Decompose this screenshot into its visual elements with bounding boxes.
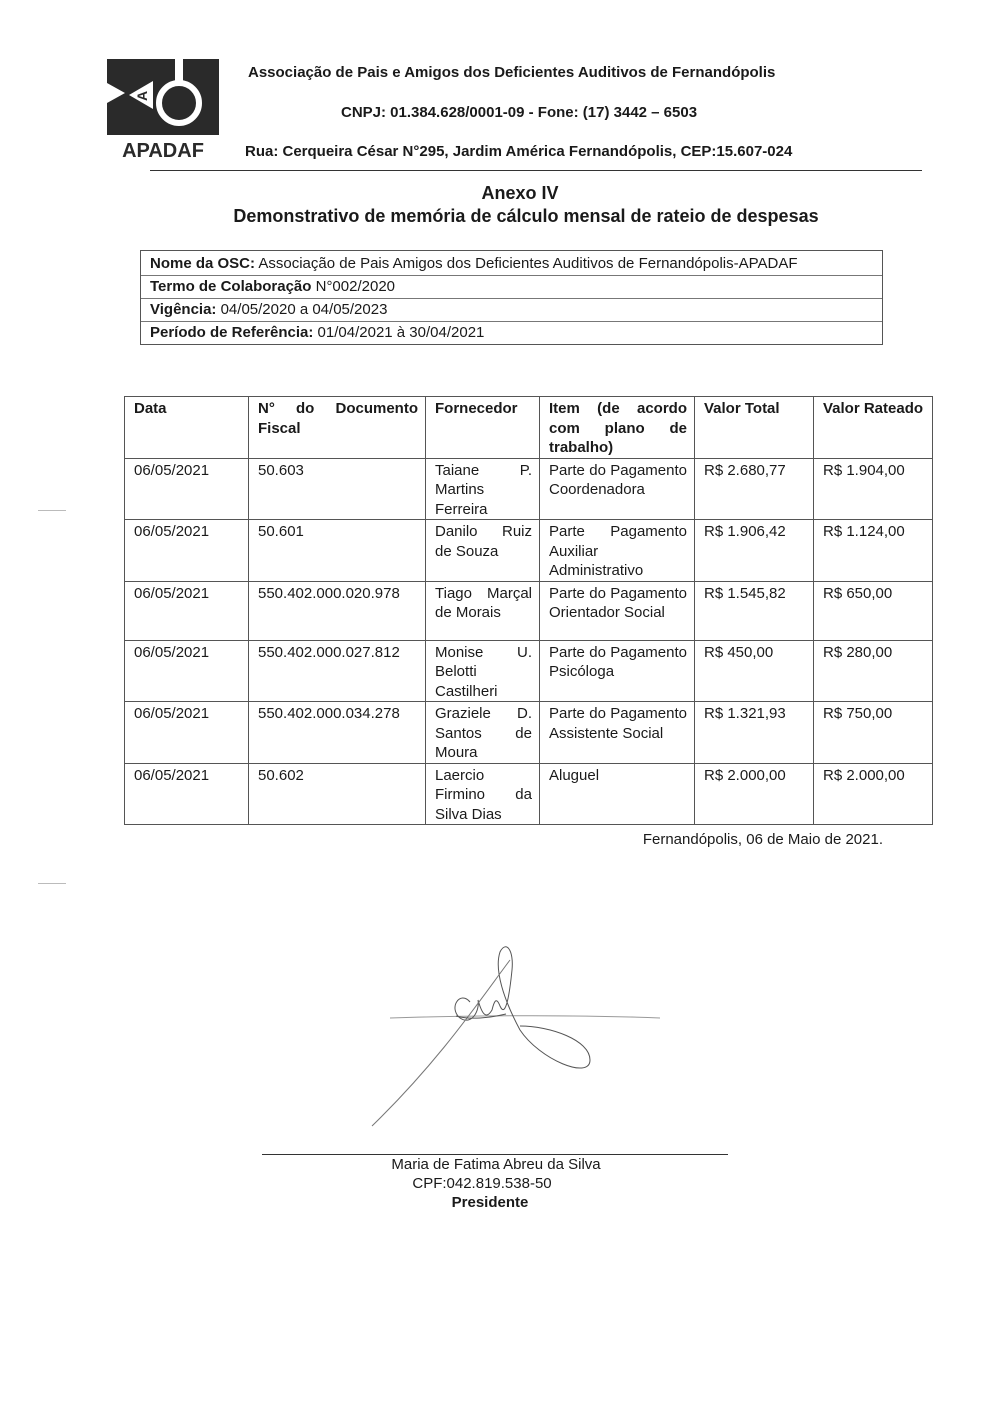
osc-name-row: Nome da OSC: Associação de Pais Amigos dos Deficientes Auditivos de Fernandópolis-APADAF	[150, 255, 798, 272]
place-date: Fernandópolis, 06 de Maio de 2021.	[642, 831, 883, 848]
table-header-row	[125, 397, 933, 459]
col-header-item: Item (de acordo com plano de trabalho)	[540, 397, 695, 459]
cell-data: 06/05/2021	[125, 702, 249, 764]
signer-role: Presidente	[451, 1194, 529, 1211]
cell-documento: 550.402.000.034.278	[249, 702, 426, 764]
table-row	[125, 458, 933, 520]
cell-item: Parte do Pagamento Orientador Social	[540, 581, 695, 640]
cell-documento: 550.402.000.020.978	[249, 581, 426, 640]
cell-fornecedor: Tiago Marçal de Morais	[426, 581, 540, 640]
col-header-valor-total: Valor Total	[695, 397, 814, 459]
cell-valor-total: R$ 2.680,77	[695, 458, 814, 520]
header-divider	[150, 170, 922, 171]
signer-name: Maria de Fatima Abreu da Silva	[391, 1156, 601, 1173]
cell-data: 06/05/2021	[125, 520, 249, 582]
cell-item: Parte do Pagamento Coordenadora	[540, 458, 695, 520]
cell-documento: 50.602	[249, 763, 426, 825]
apadaf-logo	[103, 57, 223, 161]
cell-item: Parte do Pagamento Assistente Social	[540, 702, 695, 764]
cell-fornecedor: Monise U. Belotti Castilheri	[426, 640, 540, 702]
osc-info-box	[140, 250, 883, 345]
table-row	[125, 520, 933, 582]
cell-documento: 550.402.000.027.812	[249, 640, 426, 702]
cell-valor-rateado: R$ 750,00	[814, 702, 933, 764]
cell-data: 06/05/2021	[125, 458, 249, 520]
col-header-data: Data	[125, 397, 249, 459]
signer-cpf: CPF:042.819.538-50	[412, 1175, 552, 1192]
svg-text:A: A	[134, 90, 150, 101]
cell-item: Aluguel	[540, 763, 695, 825]
scan-mark	[38, 510, 66, 511]
cell-item: Parte Pagamento Auxiliar Administrativo	[540, 520, 695, 582]
periodo-row: Período de Referência: 01/04/2021 à 30/04/2021	[141, 321, 882, 344]
cell-data: 06/05/2021	[125, 763, 249, 825]
org-cnpj-phone: CNPJ: 01.384.628/0001-09 - Fone: (17) 3442 – 6503	[341, 104, 698, 121]
cell-valor-rateado: R$ 650,00	[814, 581, 933, 640]
org-address: Rua: Cerqueira César N°295, Jardim América Fernandópolis, CEP:15.607-024	[245, 143, 793, 160]
cell-documento: 50.603	[249, 458, 426, 520]
cell-valor-rateado: R$ 280,00	[814, 640, 933, 702]
cell-fornecedor: Laercio Firmino da Silva Dias	[426, 763, 540, 825]
handwritten-signature	[360, 930, 670, 1130]
col-header-documento: N° do Documento Fiscal	[249, 397, 426, 459]
document-subtitle: Demonstrativo de memória de cálculo mensal de rateio de despesas	[233, 206, 819, 226]
annex-title: Anexo IV	[481, 183, 559, 203]
cell-documento: 50.601	[249, 520, 426, 582]
cell-item: Parte do Pagamento Psicóloga	[540, 640, 695, 702]
expenses-table	[124, 396, 933, 825]
table-row	[125, 640, 933, 702]
signature-line	[262, 1154, 728, 1155]
org-name: Associação de Pais e Amigos dos Deficientes Auditivos de Fernandópolis	[248, 64, 776, 81]
cell-valor-rateado: R$ 1.124,00	[814, 520, 933, 582]
termo-row: Termo de Colaboração N°002/2020	[141, 275, 882, 298]
cell-data: 06/05/2021	[125, 640, 249, 702]
table-row	[125, 763, 933, 825]
svg-text:APADAF: APADAF	[122, 140, 204, 161]
cell-valor-total: R$ 2.000,00	[695, 763, 814, 825]
cell-fornecedor: Danilo Ruiz de Souza	[426, 520, 540, 582]
col-header-valor-rateado: Valor Rateado	[814, 397, 933, 459]
cell-valor-total: R$ 1.545,82	[695, 581, 814, 640]
cell-data: 06/05/2021	[125, 581, 249, 640]
cell-valor-total: R$ 1.321,93	[695, 702, 814, 764]
table-row	[125, 702, 933, 764]
cell-valor-total: R$ 1.906,42	[695, 520, 814, 582]
cell-fornecedor: Graziele D. Santos de Moura	[426, 702, 540, 764]
cell-fornecedor: Taiane P. Martins Ferreira	[426, 458, 540, 520]
table-row	[125, 581, 933, 640]
vigencia-row: Vigência: 04/05/2020 a 04/05/2023	[141, 298, 882, 321]
cell-valor-total: R$ 450,00	[695, 640, 814, 702]
col-header-fornecedor: Fornecedor	[426, 397, 540, 459]
scan-mark	[38, 883, 66, 884]
cell-valor-rateado: R$ 1.904,00	[814, 458, 933, 520]
cell-valor-rateado: R$ 2.000,00	[814, 763, 933, 825]
